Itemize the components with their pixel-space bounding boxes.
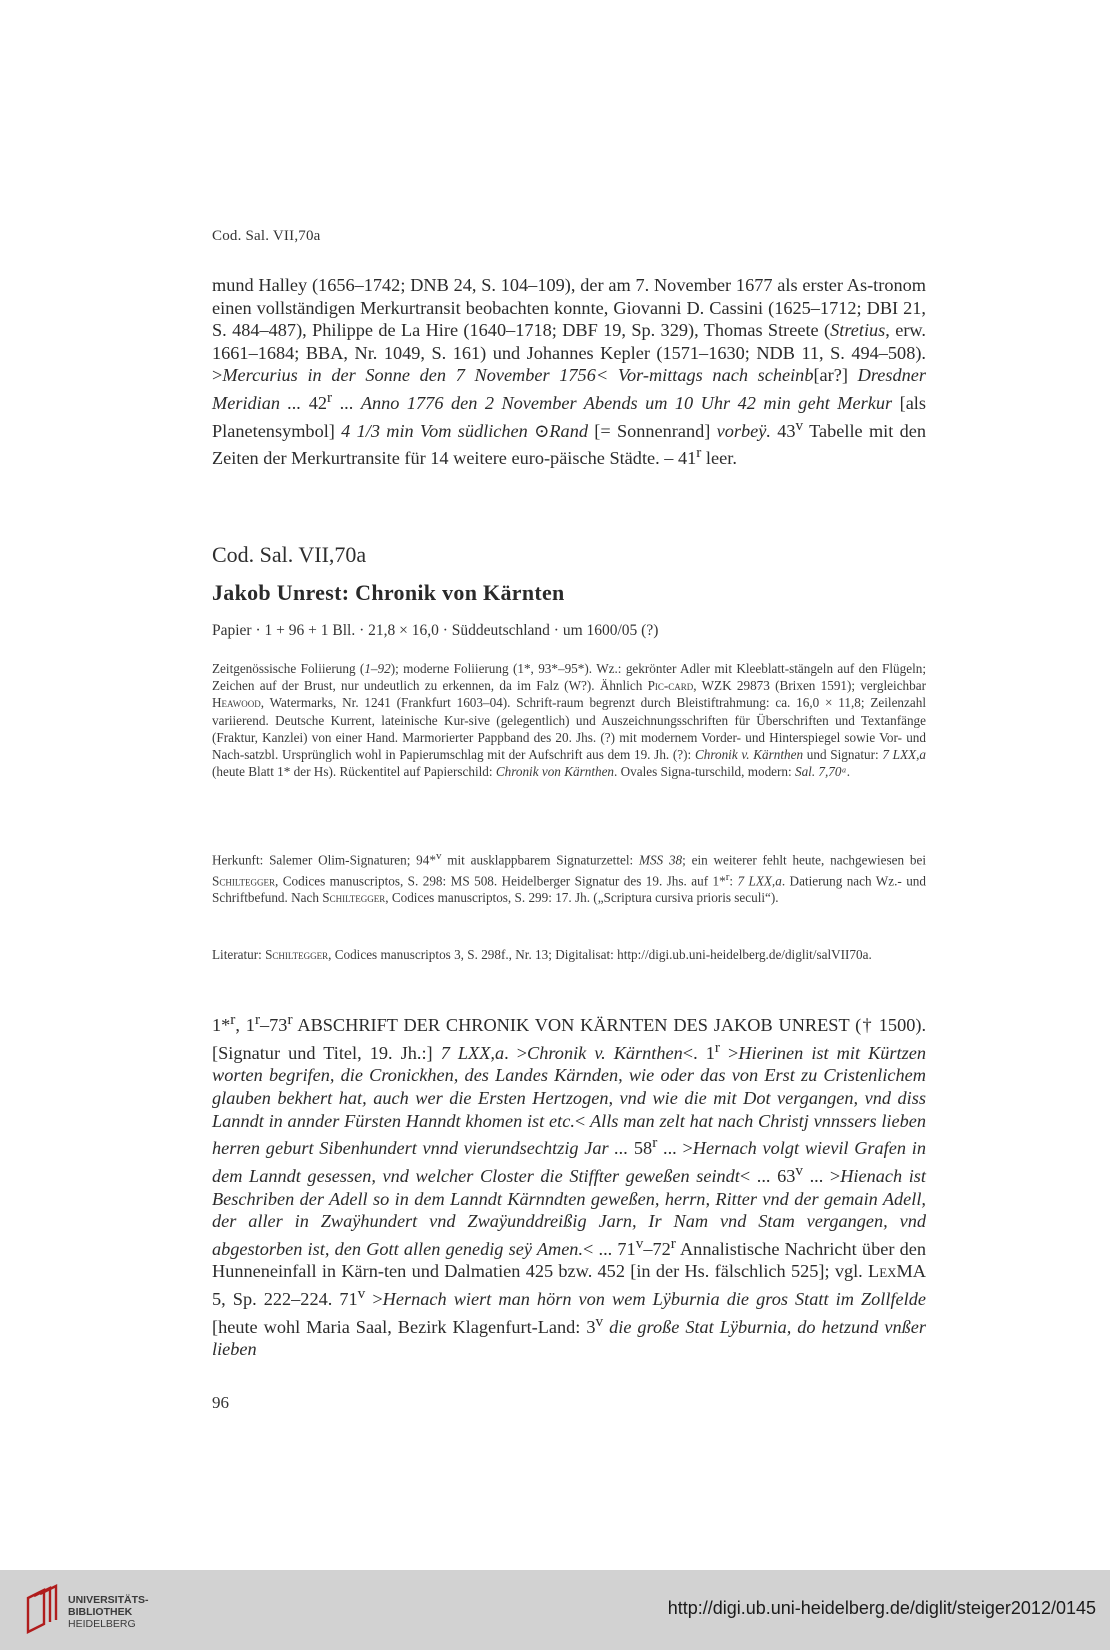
permalink-url[interactable]: http://digi.ub.uni-heidelberg.de/diglit/steiger2012/0145 <box>667 1598 1096 1618</box>
library-book-logo-icon <box>22 1584 62 1634</box>
page-number: 96 <box>212 1393 229 1412</box>
entry-title: Jakob Unrest: Chronik von Kärnten <box>212 580 565 605</box>
codicological-description: Zeitgenössische Foliierung (1–92); moderne Foliierung (1*, 93*–95*). Wz.: gekrönter Adler mit Kleeblatt-stängeln auf den Flügeln; Zeichen auf der Brust, nur undeutlich zu erkennen, da im Falz (W?). Ähnlich Pic-card, WZK 29873 (Brixen 1591); vergleichbar Heawood, Watermarks, Nr. 1241 (Frankfurt 1603–04). Schrift-raum begrenzt durch Bleistiftrahmung: ca. 16,0 × 11,8; Zeilenzahl variierend. Deutsche Kurrent, lateinische Kur-sive (gelegentlich) und Auszeichnungsschriften für Überschriften und Textanfänge (Fraktur, Kanzlei) von einer Hand. Marmorierter Pappband des 20. Jhs. (?) mit modernem Vorder- und Hinterspiegel sowie Vor- und Nach-satzbl. Ursprünglich wohl in Papierumschlag mit der Aufschrift aus dem 19. Jh. (?): Chronik v. Kärnthen und Signatur: 7 LXX,a (heute Blatt 1* der Hs). Rückentitel auf Papierschild: Chronik von Kärnthen. Ovales Signa-turschild, modern: Sal. 7,70ᵃ. <box>212 661 926 780</box>
previous-entry-continuation: mund Halley (1656–1742; DNB 24, S. 104–109), der am 7. November 1677 als erster As-tronom einen vollständigen Merkurtransit beobachten konnte, Giovanni D. Cassini (1625–1712; DBI 21, S. 484–487), Philippe de La Hire (1640–1718; DBF 19, Sp. 329), Thomas Streete (Stretius, erw. 1661–1684; BBA, Nr. 1049, S. 161) und Johannes Kepler (1571–1630; NDB 11, S. 494–508). >Mercurius in der Sonne den 7 November 1756< Vor-mittags nach scheinb[ar?] Dresdner Meridian ... 42$^r$ ... Anno 1776 den 2 November Abends um 10 Uhr 42 min geht Merkur [als Planetensymbol] 4 1/3 min Vom südlichen ⊙Rand [= Sonnenrand] vorbeÿ. 43$^v$ Tabelle mit den Zeiten der Merkurtransite für 14 weitere euro-päische Städte. – 41$^r$ leer. <box>212 275 927 469</box>
viewer-footer <box>0 1570 1110 1650</box>
library-name: UNIVERSITÄTS- BIBLIOTHEK HEIDELBERG <box>68 1594 149 1630</box>
physical-description: Papier · 1 + 96 + 1 Bll. · 21,8 × 16,0 · Süddeutschland · um 1600/05 (?) <box>212 622 659 639</box>
provenance-paragraph: Herkunft: Salemer Olim-Signaturen; 94*$^v$ mit ausklappbarem Signaturzettel: MSS 38; ein weiterer fehlt heute, nachgewiesen bei Schiltegger, Codices manuscriptos, S. 298: MS 508. Heidelberger Signatur des 19. Jhs. auf 1*$^r$: 7 LXX,a. Datierung nach Wz.- und Schriftbefund. Nach Schiltegger, Codices manuscriptos, S. 299: 17. Jh. („Scriptura cursiva prioris seculi“). <box>212 850 926 906</box>
literature-paragraph: Literatur: Schiltegger, Codices manuscriptos 3, S. 298f., Nr. 13; Digitalisat: http://digi.ub.uni-heidelberg.de/diglit/salVII70a. <box>212 947 872 962</box>
content-description: 1*$^r$, 1$^r$–73$^r$ ABSCHRIFT DER CHRONIK VON KÄRNTEN DES JAKOB UNREST († 1500). [Signatur und Titel, 19. Jh.:] 7 LXX,a. >Chronik v. Kärnthen<. $1^r$ >Hierinen ist mit Kürtzen worten begrifen, die Cronickhen, des Landes Kärnden, wie oder das von Erst zu Cristenlichem glauben bekhert hat, auch wer die Ersten Hertzogen, vnd wie die mit Dot vergangen, vnd diss Lanndt in annder Fürsten Hanndt khomen ist etc.< Alls man zelt hat nach Christj vnnssers lieben herren geburt Sibenhundert vnnd vierundsechtzig Jar ... 58$^r$ ... >Hernach volgt wievil Grafen in dem Lanndt gesessen, vnd welcher Closter die Stiffter geweßen seindt< ... 63$^v$ ... >Hienach ist Beschriben der Adell so in dem Lanndt Kärnndten geweßen, herrn, Ritter vnd der gemain Adell, der aller in Zwaÿhundert vnd Zwaÿunddreißig Jarn, Ir Nam vnd Stam vergangen, vnd abgestorben ist, den Gott allen genedig seÿ Amen.< ... 71$^v$–72$^r$ Annalistische Nachricht über den Hunneneinfall in Kärn-ten und Dalmatien 425 bzw. 452 [in der Hs. fälschlich 525]; vgl. LexMA 5, Sp. 222–224. $71^v$ >Hernach wiert man hörn von wem Lÿburnia die gros Statt im Zollfelde [heute wohl Maria Saal, Bezirk Klagenfurt-Land: 3$^v$ die große Stat Lÿburnia, do hetzund vnßer lieben <box>212 1011 927 1360</box>
running-head: Cod. Sal. VII,70a <box>212 228 321 244</box>
entry-signature: Cod. Sal. VII,70a <box>212 542 367 567</box>
